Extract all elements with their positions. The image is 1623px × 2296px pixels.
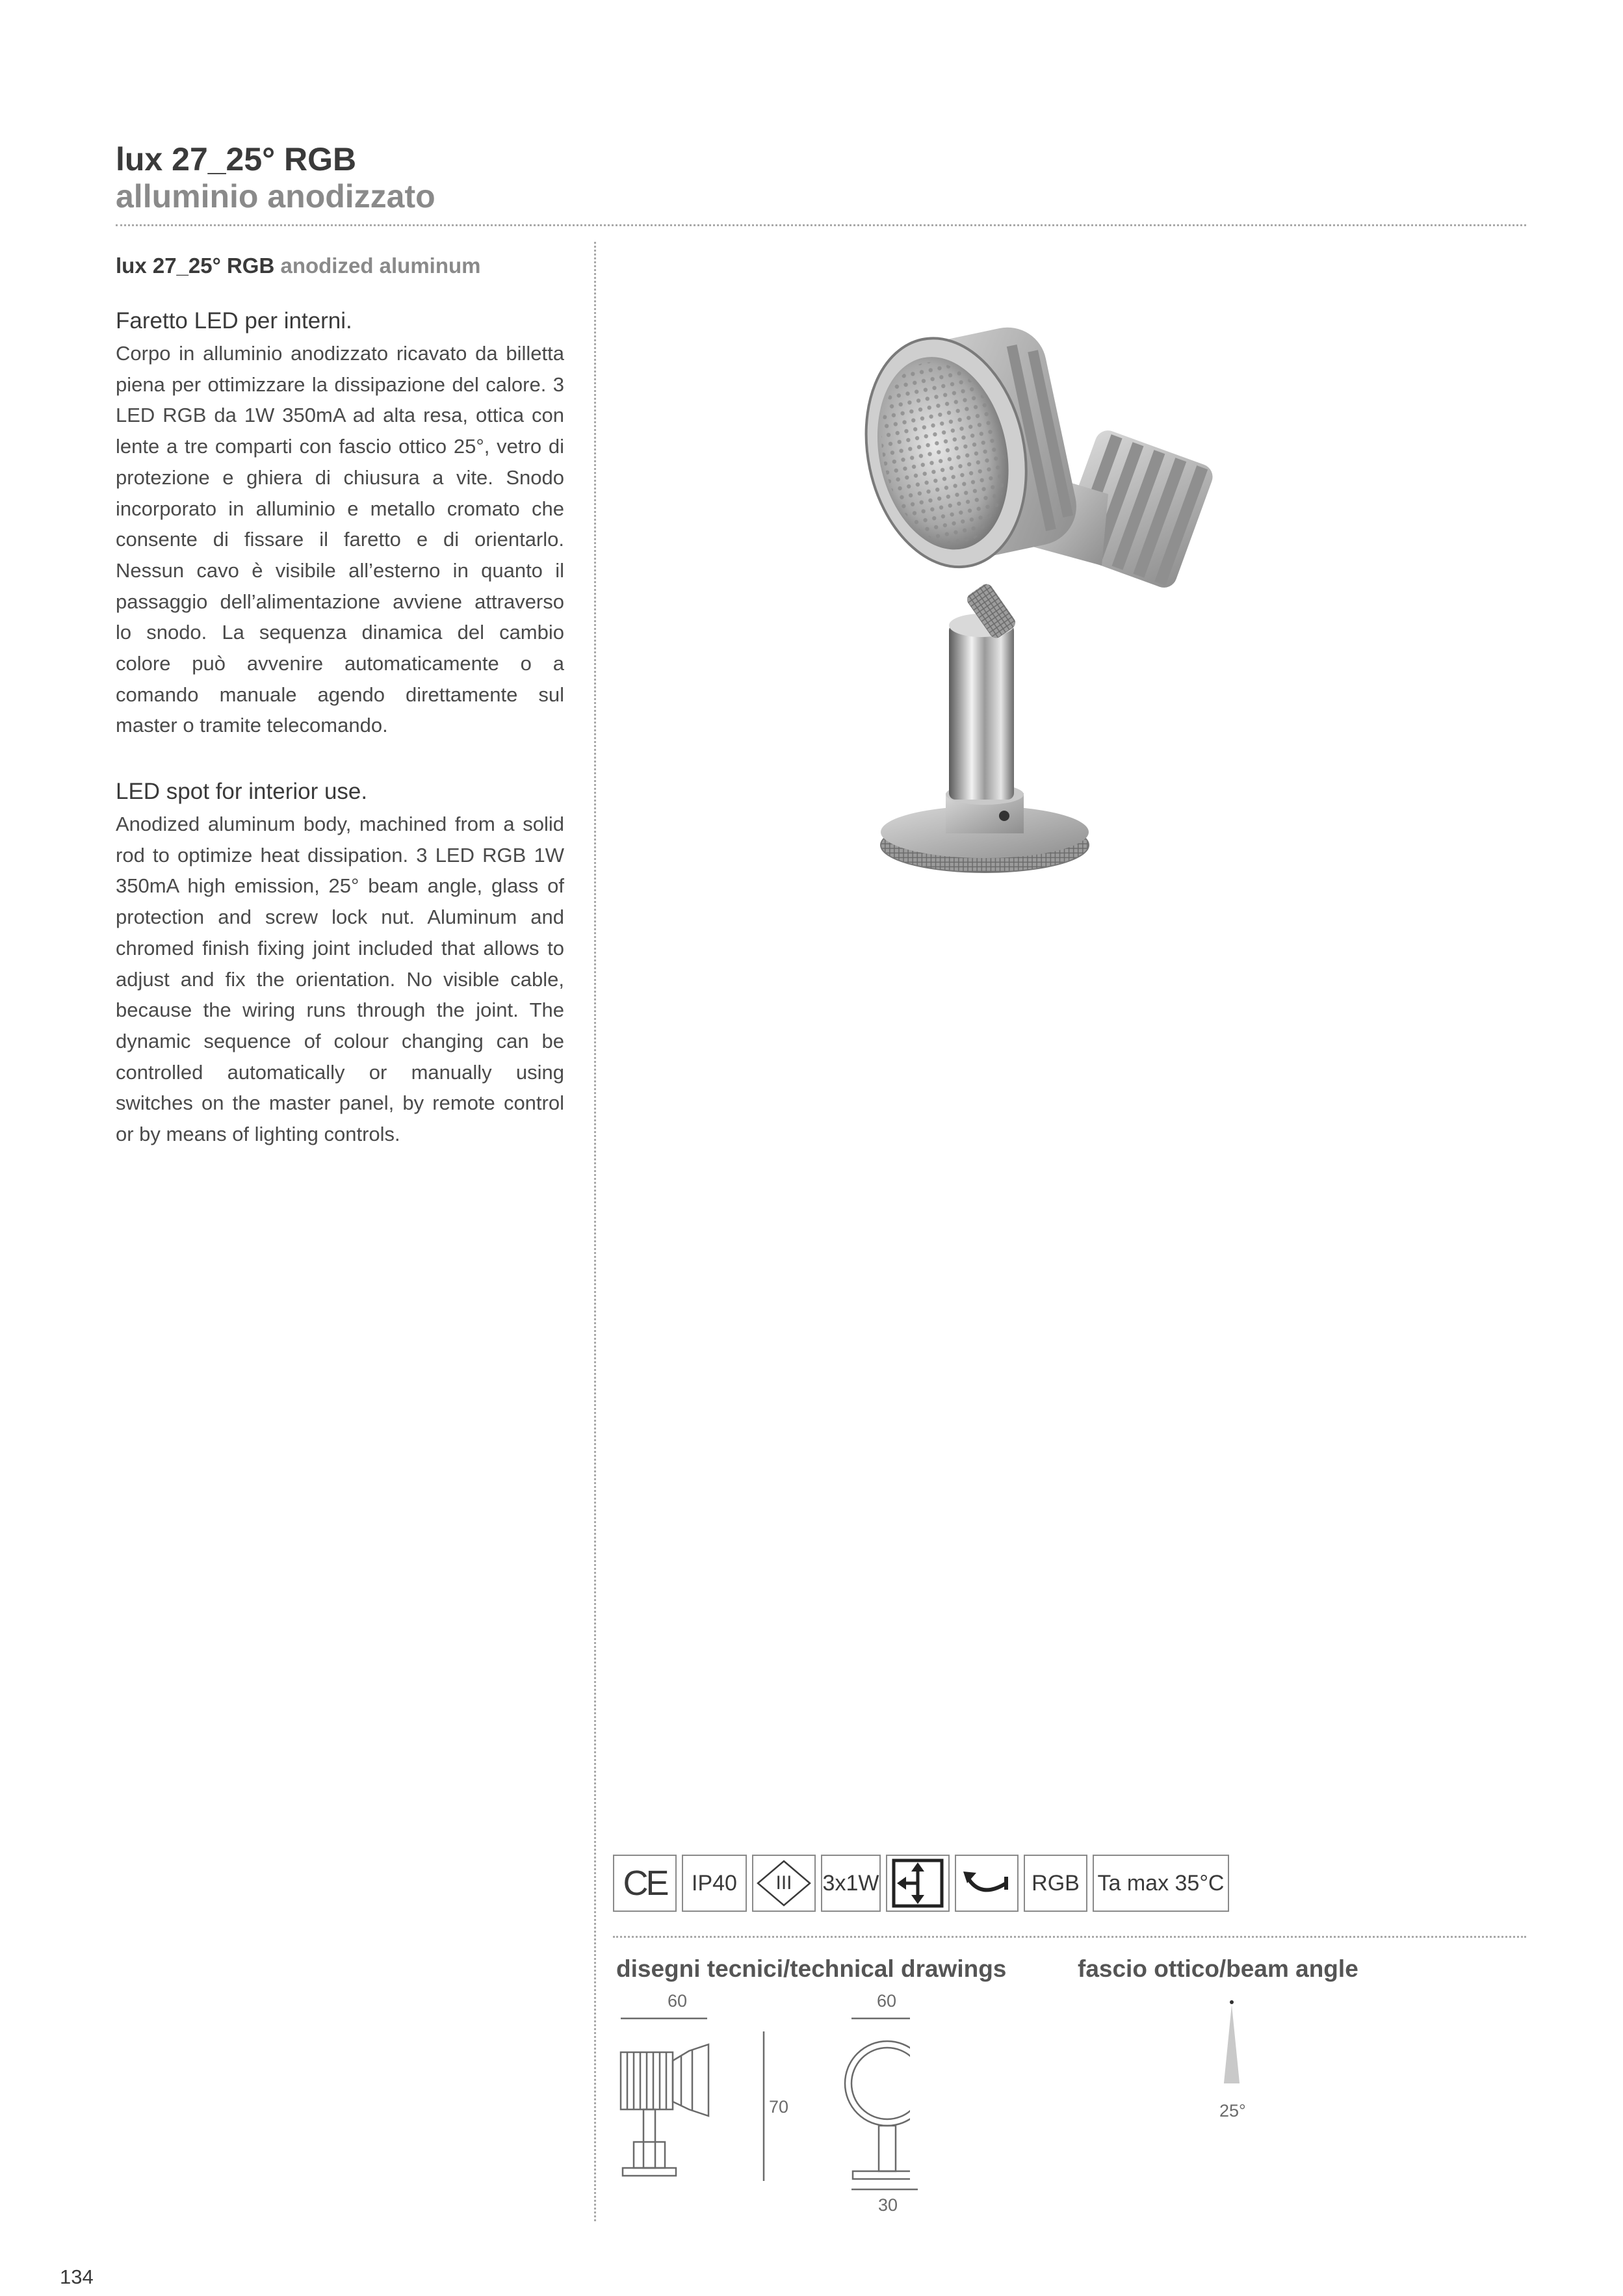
beam-cone <box>1224 2005 1240 2083</box>
rgb-badge <box>1024 1855 1087 1912</box>
power-badge <box>821 1855 881 1912</box>
ce-mark-text: CE <box>623 1864 667 1903</box>
subtitle-material: anodized aluminum <box>280 254 481 278</box>
adjustable-badge <box>886 1855 950 1912</box>
class3-text: III <box>775 1872 792 1894</box>
technical-drawing <box>611 2012 910 2200</box>
column-divider <box>594 242 596 2221</box>
spotlight-illustration <box>846 315 1216 872</box>
page-number: 134 <box>60 2265 94 2288</box>
technical-drawings-heading: disegni tecnici/technical drawings <box>616 1955 1007 1982</box>
class3-badge <box>752 1855 816 1912</box>
description-italian <box>116 308 564 741</box>
rotation-badge <box>955 1855 1019 1912</box>
power-text: 3x1W <box>822 1870 879 1896</box>
ip-rating-badge <box>682 1855 747 1912</box>
ambient-temperature-text: Ta max 35°C <box>1097 1870 1225 1896</box>
height-dimension: 70 <box>769 2097 789 2117</box>
badges-divider <box>613 1936 1526 1938</box>
product-photo <box>770 260 1264 923</box>
beam-angle-heading: fascio ottico/beam angle <box>1078 1955 1358 1982</box>
product-subtitle <box>116 254 481 278</box>
adjustable-arrows-icon <box>892 1859 944 1908</box>
base-dimension: 30 <box>878 2195 898 2215</box>
base-dimension-line <box>845 2186 929 2193</box>
description-english <box>116 779 564 1150</box>
ambient-temperature-badge <box>1093 1855 1229 1912</box>
front-width-dimension: 60 <box>877 1991 897 2011</box>
product-material-title: alluminio anodizzato <box>116 178 435 215</box>
rgb-text: RGB <box>1032 1870 1080 1896</box>
beam-angle-diagram <box>1206 1996 1258 2093</box>
beam-angle-label: 25° <box>1219 2101 1246 2120</box>
description-english-body: Anodized aluminum body, machined from a solid rod to optimize heat dissipation. 3 LED RGB 1W 350mA high emission, 25° beam angle, glass of protection and screw lock nut. Aluminum and chromed finish fixing joint included that allows to adjust and fix the orientation. No visible cable, because the wiring runs through the joint. The dynamic sequence of colour changing can be controlled automatically or manually using switches on the master panel, by remote control or by means of lighting controls. <box>116 813 564 1146</box>
description-italian-body: Corpo in alluminio anodizzato ricavato da billetta piena per ottimizzare la dissipazione del calore. 3 LED RGB da 1W 350mA ad alta resa, ottica con lente a tre comparti con fascio ottico 25°, vetro di protezione e ghiera di chiusura a vite. Snodo incorporato in alluminio e metallo cromato che consente di fissare il faretto e di orientarlo. Nessun cavo è visibile all’esterno in quanto il passaggio dell’alimentazione avviene attraverso lo snodo. La sequenza dinamica del cambio colore può avvenire automaticamente o a comando manuale agendo direttamente sul master o tramite telecomando. <box>116 342 564 737</box>
description-english-heading: LED spot for interior use. <box>116 779 368 804</box>
ip-rating-text: IP40 <box>692 1870 737 1896</box>
rotation-arrow-icon <box>961 1864 1013 1903</box>
header-divider <box>116 224 1526 226</box>
ce-mark-badge <box>613 1855 677 1912</box>
side-width-dimension: 60 <box>668 1991 688 2011</box>
description-italian-heading: Faretto LED per interni. <box>116 308 352 333</box>
product-title: lux 27_25° RGB <box>116 141 357 177</box>
subtitle-model: lux 27_25° RGB <box>116 254 275 278</box>
